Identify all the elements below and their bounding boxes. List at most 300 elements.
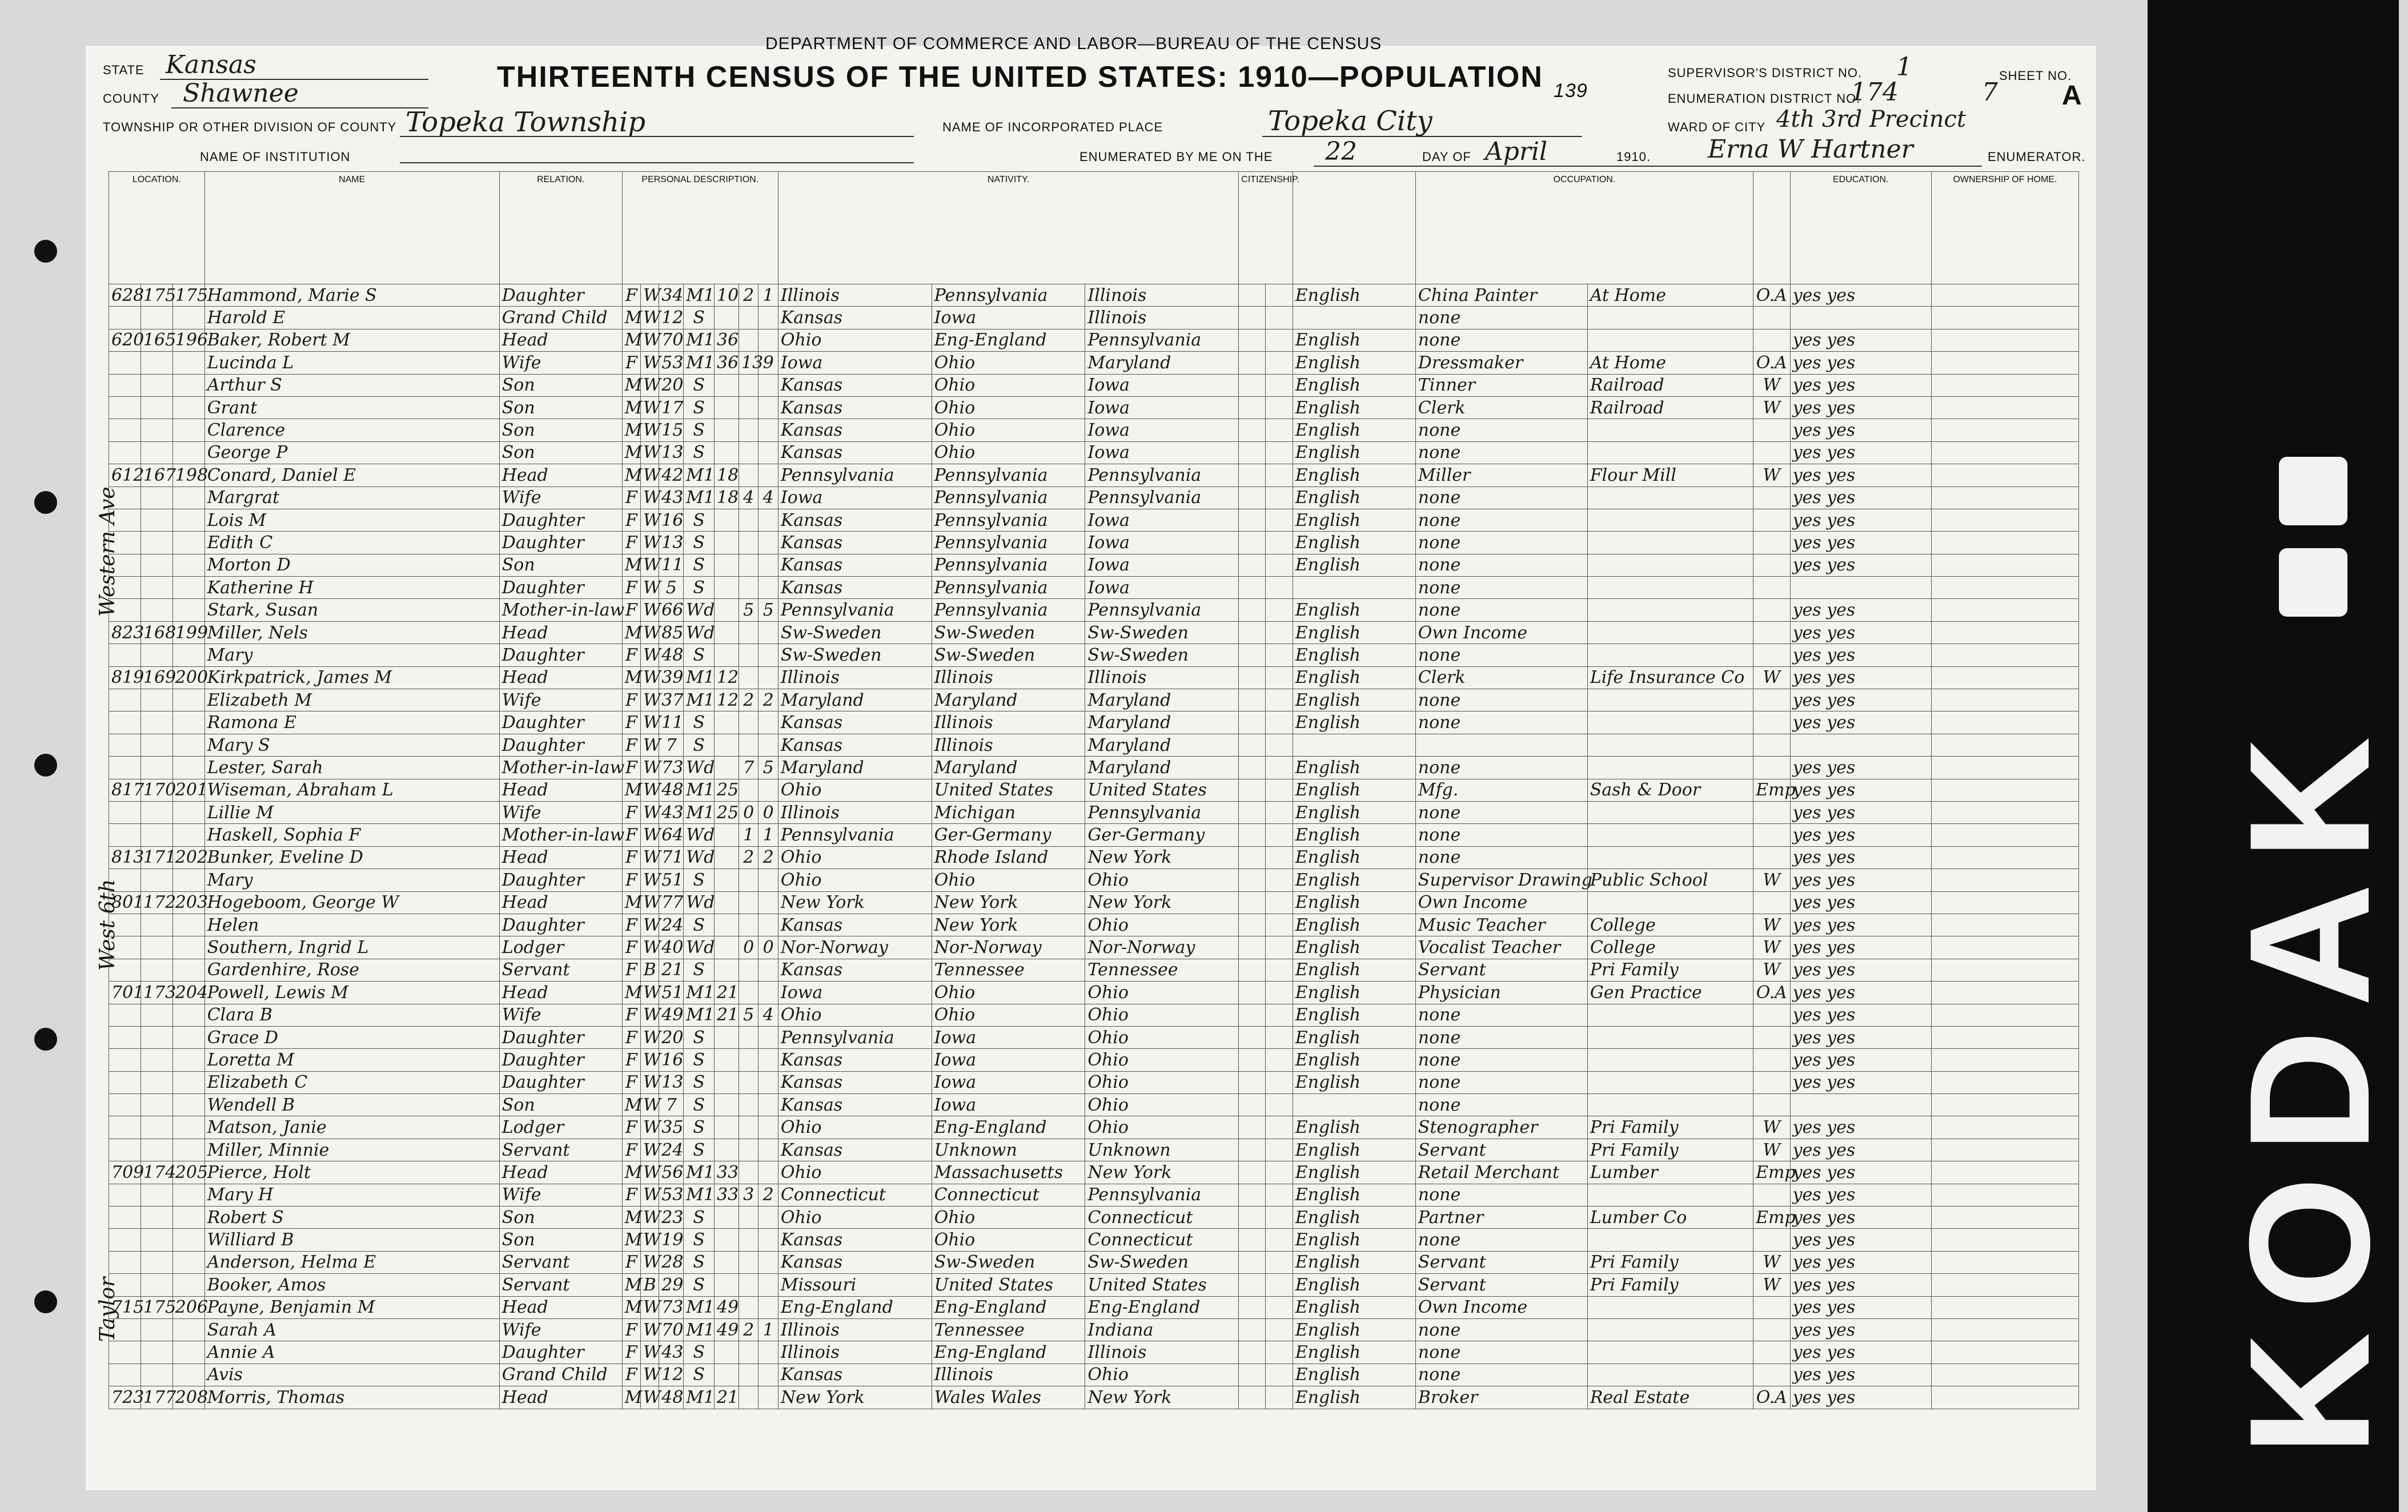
- cell-age: 29: [659, 1274, 684, 1296]
- cell-dw: 170: [141, 779, 172, 801]
- cell-born: 5: [739, 1004, 758, 1026]
- cell-emp: [1753, 1094, 1791, 1116]
- supervisor-value: 1: [1896, 53, 1912, 82]
- cell-dw: 177: [141, 1386, 172, 1409]
- cell-st: 715: [109, 1296, 141, 1318]
- cell-rel: Son: [499, 441, 622, 464]
- cell-mpob: Iowa: [1085, 532, 1239, 554]
- cell-emp: [1753, 891, 1791, 914]
- cell-name: Robert S: [204, 1207, 499, 1229]
- cell-lang: English: [1293, 486, 1415, 509]
- cell-fam: [172, 1184, 204, 1206]
- cell-sex: F: [622, 1139, 640, 1161]
- census-table: [109, 171, 2079, 1409]
- cell-yrs: 25: [714, 801, 739, 823]
- cell-fam: [172, 419, 204, 441]
- cell-own: [1931, 621, 2078, 644]
- cell-lang: English: [1293, 959, 1415, 981]
- cell-sex: F: [622, 509, 640, 531]
- cell-born: [739, 666, 758, 689]
- cell-name: Gardenhire, Rose: [204, 959, 499, 981]
- cell-sex: M: [622, 982, 640, 1004]
- cell-mar: M1: [684, 1161, 715, 1184]
- cell-race: W: [640, 1004, 659, 1026]
- cell-trade: none: [1415, 419, 1587, 441]
- cell-name: Morris, Thomas: [204, 1386, 499, 1409]
- cell-mpob: New York: [1085, 1386, 1239, 1409]
- cell-st: [109, 959, 141, 981]
- cell-emp: [1753, 1318, 1791, 1341]
- cell-name: Matson, Janie: [204, 1116, 499, 1139]
- cell-own: [1931, 1229, 2078, 1251]
- cell-born: [739, 464, 758, 486]
- cell-age: 24: [659, 1139, 684, 1161]
- cell-name: Hammond, Marie S: [204, 284, 499, 307]
- cell-born: 2: [739, 284, 758, 307]
- cell-ed: yes yes: [1790, 509, 1931, 531]
- cell-rel: Wife: [499, 486, 622, 509]
- cell-born: [739, 1139, 758, 1161]
- cell-liv: [758, 711, 778, 734]
- cell-rel: Head: [499, 1161, 622, 1184]
- cell-dw: [141, 824, 172, 846]
- cell-born: [739, 869, 758, 891]
- cell-st: [109, 1341, 141, 1364]
- table-row: [109, 734, 2079, 756]
- cell-emp: [1753, 599, 1791, 621]
- cell-mpob: Pennsylvania: [1085, 329, 1239, 351]
- cell-age: 40: [659, 936, 684, 959]
- cell-rel: Head: [499, 666, 622, 689]
- cell-mar: S: [684, 869, 715, 891]
- cell-sex: F: [622, 486, 640, 509]
- cell-cit1: [1239, 711, 1266, 734]
- cell-fam: 204: [172, 982, 204, 1004]
- cell-ind: [1587, 1004, 1753, 1026]
- cell-rel: Head: [499, 846, 622, 868]
- cell-emp: W: [1753, 666, 1791, 689]
- cell-yrs: [714, 1251, 739, 1273]
- cell-cit1: [1239, 396, 1266, 419]
- cell-sex: F: [622, 599, 640, 621]
- table-row: [109, 486, 2079, 509]
- cell-ind: [1587, 824, 1753, 846]
- cell-liv: 2: [758, 689, 778, 711]
- cell-own: [1931, 352, 2078, 374]
- cell-ind: Real Estate: [1587, 1386, 1753, 1409]
- cell-fpob: Iowa: [932, 1094, 1085, 1116]
- cell-fam: [172, 1274, 204, 1296]
- cell-pob: Kansas: [778, 959, 932, 981]
- cell-sex: F: [622, 1318, 640, 1341]
- cell-trade: none: [1415, 1364, 1587, 1386]
- cell-liv: 9: [758, 352, 778, 374]
- cell-race: W: [640, 577, 659, 599]
- cell-fam: [172, 1116, 204, 1139]
- cell-rel: Servant: [499, 1139, 622, 1161]
- cell-sex: F: [622, 734, 640, 756]
- cell-mar: S: [684, 1116, 715, 1139]
- table-row: [109, 509, 2079, 531]
- cell-rel: Wife: [499, 1318, 622, 1341]
- cell-yrs: [714, 846, 739, 868]
- cell-ind: Pri Family: [1587, 1139, 1753, 1161]
- cell-emp: [1753, 577, 1791, 599]
- table-row: [109, 824, 2079, 846]
- column-header: RELATION.: [499, 172, 622, 284]
- cell-age: 51: [659, 869, 684, 891]
- cell-rel: Grand Child: [499, 1364, 622, 1386]
- cell-rel: Head: [499, 779, 622, 801]
- cell-dw: 171: [141, 846, 172, 868]
- cell-race: W: [640, 644, 659, 666]
- cell-cit2: [1266, 1229, 1293, 1251]
- cell-name: Williard B: [204, 1229, 499, 1251]
- sheet-letter: A: [2062, 81, 2082, 111]
- cell-st: [109, 936, 141, 959]
- cell-name: Ramona E: [204, 711, 499, 734]
- cell-race: W: [640, 464, 659, 486]
- table-row: [109, 621, 2079, 644]
- cell-fam: [172, 689, 204, 711]
- cell-yrs: 12: [714, 666, 739, 689]
- cell-rel: Mother-in-law: [499, 599, 622, 621]
- cell-name: Sarah A: [204, 1318, 499, 1341]
- cell-rel: Son: [499, 1207, 622, 1229]
- cell-dw: [141, 554, 172, 576]
- cell-rel: Lodger: [499, 1116, 622, 1139]
- cell-sex: F: [622, 869, 640, 891]
- cell-trade: Own Income: [1415, 1296, 1587, 1318]
- cell-age: 43: [659, 486, 684, 509]
- cell-lang: English: [1293, 374, 1415, 396]
- cell-emp: [1753, 329, 1791, 351]
- cell-liv: 1: [758, 1318, 778, 1341]
- cell-sex: M: [622, 1229, 640, 1251]
- cell-rel: Son: [499, 396, 622, 419]
- cell-emp: [1753, 801, 1791, 823]
- cell-ed: yes yes: [1790, 374, 1931, 396]
- cell-ind: Lumber Co: [1587, 1207, 1753, 1229]
- cell-st: [109, 599, 141, 621]
- cell-cit1: [1239, 284, 1266, 307]
- cell-own: [1931, 307, 2078, 329]
- cell-ed: yes yes: [1790, 711, 1931, 734]
- cell-liv: 1: [758, 824, 778, 846]
- cell-cit1: [1239, 486, 1266, 509]
- cell-race: W: [640, 284, 659, 307]
- cell-rel: Son: [499, 554, 622, 576]
- cell-cit2: [1266, 824, 1293, 846]
- cell-born: [739, 1229, 758, 1251]
- cell-sex: F: [622, 1049, 640, 1071]
- cell-liv: [758, 577, 778, 599]
- cell-own: [1931, 1116, 2078, 1139]
- cell-age: 12: [659, 307, 684, 329]
- cell-age: 20: [659, 1026, 684, 1048]
- punch-hole: [34, 491, 57, 514]
- cell-pob: Illinois: [778, 1318, 932, 1341]
- cell-mpob: Indiana: [1085, 1318, 1239, 1341]
- cell-liv: [758, 307, 778, 329]
- cell-rel: Servant: [499, 1251, 622, 1273]
- cell-fam: [172, 936, 204, 959]
- cell-fpob: New York: [932, 914, 1085, 936]
- cell-liv: [758, 532, 778, 554]
- cell-cit2: [1266, 734, 1293, 756]
- cell-emp: [1753, 1026, 1791, 1048]
- cell-dw: [141, 1004, 172, 1026]
- cell-fpob: Ohio: [932, 869, 1085, 891]
- cell-trade: none: [1415, 441, 1587, 464]
- cell-cit2: [1266, 1341, 1293, 1364]
- cell-lang: English: [1293, 891, 1415, 914]
- cell-emp: W: [1753, 374, 1791, 396]
- cell-cit2: [1266, 869, 1293, 891]
- cell-born: [739, 1274, 758, 1296]
- cell-lang: [1293, 577, 1415, 599]
- table-row: [109, 891, 2079, 914]
- cell-cit1: [1239, 329, 1266, 351]
- cell-st: [109, 577, 141, 599]
- cell-trade: none: [1415, 1318, 1587, 1341]
- cell-trade: [1415, 734, 1587, 756]
- cell-mar: M1: [684, 801, 715, 823]
- cell-dw: [141, 396, 172, 419]
- cell-mpob: Ohio: [1085, 1364, 1239, 1386]
- cell-cit1: [1239, 419, 1266, 441]
- cell-dw: 168: [141, 621, 172, 644]
- cell-st: 701: [109, 982, 141, 1004]
- cell-own: [1931, 329, 2078, 351]
- cell-born: [739, 644, 758, 666]
- cell-ind: [1587, 621, 1753, 644]
- cell-age: 35: [659, 1116, 684, 1139]
- cell-race: W: [640, 1116, 659, 1139]
- cell-fpob: Maryland: [932, 689, 1085, 711]
- cell-mar: S: [684, 1026, 715, 1048]
- cell-st: 817: [109, 779, 141, 801]
- cell-liv: [758, 1364, 778, 1386]
- cell-cit2: [1266, 1161, 1293, 1184]
- cell-mpob: Iowa: [1085, 554, 1239, 576]
- cell-born: [739, 734, 758, 756]
- cell-trade: Retail Merchant: [1415, 1161, 1587, 1184]
- cell-cit2: [1266, 846, 1293, 868]
- cell-liv: [758, 509, 778, 531]
- cell-liv: [758, 891, 778, 914]
- cell-name: Haskell, Sophia F: [204, 824, 499, 846]
- cell-name: Annie A: [204, 1341, 499, 1364]
- cell-own: [1931, 1251, 2078, 1273]
- cell-age: 11: [659, 554, 684, 576]
- cell-pob: Maryland: [778, 689, 932, 711]
- cell-ed: yes yes: [1790, 352, 1931, 374]
- cell-liv: 4: [758, 1004, 778, 1026]
- supervisor-label: SUPERVISOR'S DISTRICT NO.: [1668, 66, 1863, 80]
- cell-fam: [172, 441, 204, 464]
- cell-liv: [758, 1341, 778, 1364]
- cell-mar: S: [684, 1229, 715, 1251]
- cell-mpob: Ohio: [1085, 1094, 1239, 1116]
- cell-mpob: Ohio: [1085, 1071, 1239, 1093]
- cell-trade: none: [1415, 1049, 1587, 1071]
- cell-age: 21: [659, 959, 684, 981]
- cell-fam: [172, 801, 204, 823]
- cell-age: 20: [659, 374, 684, 396]
- cell-st: [109, 554, 141, 576]
- cell-cit2: [1266, 1004, 1293, 1026]
- cell-ind: [1587, 1341, 1753, 1364]
- cell-race: W: [640, 509, 659, 531]
- cell-fpob: Ohio: [932, 982, 1085, 1004]
- cell-cit1: [1239, 644, 1266, 666]
- cell-ed: yes yes: [1790, 824, 1931, 846]
- cell-dw: [141, 757, 172, 779]
- cell-name: Clarence: [204, 419, 499, 441]
- cell-cit1: [1239, 801, 1266, 823]
- cell-ind: [1587, 419, 1753, 441]
- cell-race: W: [640, 532, 659, 554]
- cell-yrs: [714, 1341, 739, 1364]
- cell-name: Loretta M: [204, 1049, 499, 1071]
- cell-fam: 198: [172, 464, 204, 486]
- cell-race: W: [640, 779, 659, 801]
- cell-cit2: [1266, 757, 1293, 779]
- cell-mar: M1: [684, 329, 715, 351]
- cell-fpob: Nor-Norway: [932, 936, 1085, 959]
- cell-sex: F: [622, 1004, 640, 1026]
- cell-trade: none: [1415, 757, 1587, 779]
- cell-age: 85: [659, 621, 684, 644]
- table-row: [109, 307, 2079, 329]
- cell-own: [1931, 486, 2078, 509]
- cell-sex: M: [622, 1207, 640, 1229]
- cell-pob: Kansas: [778, 1364, 932, 1386]
- cell-liv: [758, 1386, 778, 1409]
- cell-born: [739, 1161, 758, 1184]
- cell-age: 43: [659, 1341, 684, 1364]
- cell-mar: M1: [684, 486, 715, 509]
- cell-trade: Music Teacher: [1415, 914, 1587, 936]
- cell-mar: M1: [684, 352, 715, 374]
- cell-ind: Life Insurance Co: [1587, 666, 1753, 689]
- table-row: [109, 1341, 2079, 1364]
- cell-ed: yes yes: [1790, 891, 1931, 914]
- cell-rel: Daughter: [499, 284, 622, 307]
- cell-mpob: Maryland: [1085, 352, 1239, 374]
- cell-name: Clara B: [204, 1004, 499, 1026]
- cell-born: [739, 577, 758, 599]
- cell-dw: 174: [141, 1161, 172, 1184]
- cell-born: [739, 1026, 758, 1048]
- cell-emp: O.A: [1753, 982, 1791, 1004]
- cell-liv: [758, 779, 778, 801]
- cell-emp: Emp: [1753, 1207, 1791, 1229]
- cell-rel: Mother-in-law: [499, 824, 622, 846]
- cell-yrs: [714, 577, 739, 599]
- cell-age: 51: [659, 982, 684, 1004]
- cell-own: [1931, 577, 2078, 599]
- cell-liv: [758, 1116, 778, 1139]
- cell-sex: F: [622, 352, 640, 374]
- cell-sex: M: [622, 666, 640, 689]
- cell-ed: yes yes: [1790, 1116, 1931, 1139]
- cell-yrs: 10: [714, 284, 739, 307]
- cell-ed: yes yes: [1790, 532, 1931, 554]
- cell-trade: Tinner: [1415, 374, 1587, 396]
- cell-ed: yes yes: [1790, 689, 1931, 711]
- cell-st: [109, 711, 141, 734]
- cell-cit2: [1266, 982, 1293, 1004]
- cell-cit2: [1266, 464, 1293, 486]
- cell-cit2: [1266, 711, 1293, 734]
- cell-cit1: [1239, 1184, 1266, 1206]
- kodak-logo: KODAK: [2213, 714, 2405, 1456]
- cell-pob: Kansas: [778, 1251, 932, 1273]
- cell-fam: [172, 959, 204, 981]
- cell-cit2: [1266, 441, 1293, 464]
- cell-fpob: Ger-Germany: [932, 824, 1085, 846]
- cell-fpob: Ohio: [932, 1004, 1085, 1026]
- cell-sex: M: [622, 419, 640, 441]
- cell-lang: English: [1293, 1207, 1415, 1229]
- table-row: [109, 1049, 2079, 1071]
- cell-trade: none: [1415, 577, 1587, 599]
- cell-cit2: [1266, 1364, 1293, 1386]
- cell-st: [109, 824, 141, 846]
- cell-own: [1931, 1364, 2078, 1386]
- cell-sex: M: [622, 307, 640, 329]
- cell-name: Miller, Minnie: [204, 1139, 499, 1161]
- cell-cit2: [1266, 1251, 1293, 1273]
- cell-age: 70: [659, 329, 684, 351]
- cell-emp: [1753, 644, 1791, 666]
- cell-yrs: [714, 824, 739, 846]
- cell-rel: Son: [499, 374, 622, 396]
- cell-cit2: [1266, 1274, 1293, 1296]
- cell-cit1: [1239, 1071, 1266, 1093]
- cell-mar: S: [684, 374, 715, 396]
- cell-cit1: [1239, 577, 1266, 599]
- cell-cit1: [1239, 757, 1266, 779]
- cell-mar: S: [684, 307, 715, 329]
- cell-st: [109, 352, 141, 374]
- cell-own: [1931, 1071, 2078, 1093]
- county-value: Shawnee: [183, 79, 299, 108]
- cell-born: [739, 532, 758, 554]
- cell-cit1: [1239, 1116, 1266, 1139]
- cell-liv: [758, 464, 778, 486]
- cell-fam: [172, 1094, 204, 1116]
- cell-yrs: 49: [714, 1318, 739, 1341]
- cell-own: [1931, 1094, 2078, 1116]
- cell-pob: Sw-Sweden: [778, 621, 932, 644]
- cell-race: W: [640, 711, 659, 734]
- cell-name: Booker, Amos: [204, 1274, 499, 1296]
- cell-yrs: 18: [714, 486, 739, 509]
- cell-ed: yes yes: [1790, 284, 1931, 307]
- cell-race: W: [640, 1386, 659, 1409]
- cell-emp: W: [1753, 936, 1791, 959]
- cell-born: 0: [739, 801, 758, 823]
- cell-lang: English: [1293, 1004, 1415, 1026]
- cell-ind: Lumber: [1587, 1161, 1753, 1184]
- cell-cit2: [1266, 329, 1293, 351]
- table-row: [109, 1386, 2079, 1409]
- cell-name: Avis: [204, 1364, 499, 1386]
- cell-age: 12: [659, 1364, 684, 1386]
